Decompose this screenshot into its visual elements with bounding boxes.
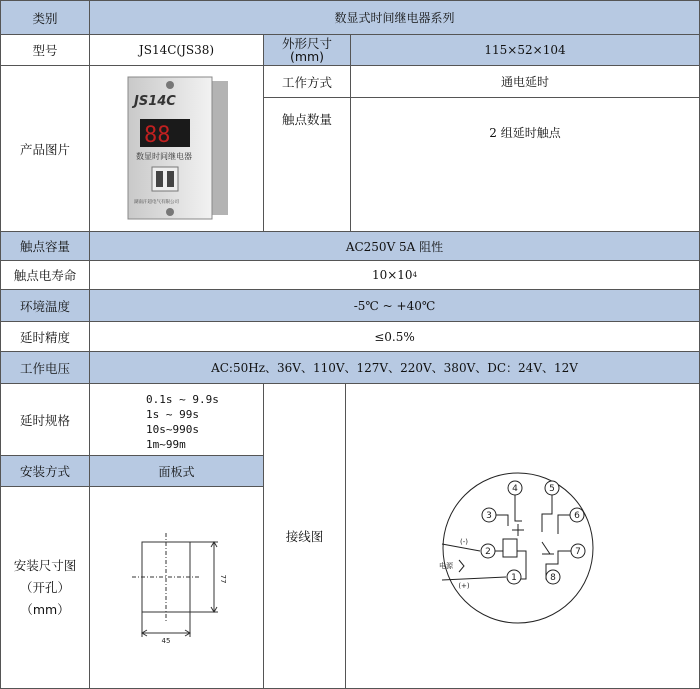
work-mode-label (263, 65, 351, 98)
dimension-label-text: 外形尺寸 (mm) (281, 36, 332, 64)
capacity-value (89, 231, 700, 261)
life-label (0, 260, 90, 290)
temp-value-text: -5℃ ~ +40℃ (353, 298, 436, 313)
coil-icon (503, 539, 517, 557)
power-source-label: 电源 (439, 562, 453, 570)
mount-label-text: 安装方式 (19, 464, 70, 479)
temp-value (89, 289, 700, 322)
delay-spec-list (146, 392, 219, 452)
svg-text:4: 4 (512, 484, 518, 494)
temp-label (0, 289, 90, 322)
cutout-drawing-cell (89, 486, 264, 689)
digit-readout: 88 (143, 122, 170, 148)
svg-text:6: 6 (574, 511, 580, 521)
mount-label (0, 455, 90, 487)
product-photo-cell (89, 65, 264, 232)
relay-side (210, 81, 228, 215)
voltage-label (0, 351, 90, 384)
category-value-text: 数显式时间继电器系列 (334, 11, 455, 25)
height-dimension: 77 (219, 574, 227, 584)
photo-label (0, 65, 90, 232)
wire-4 (515, 491, 522, 521)
wiring-label-text: 接线图 (285, 529, 324, 544)
delay-spec-item: 1m~99m (146, 438, 186, 451)
contact-b-icon (512, 524, 524, 536)
category-value (89, 0, 700, 35)
top-screw-icon (166, 81, 174, 89)
dial-right-icon (167, 171, 174, 187)
svg-text:3: 3 (486, 511, 492, 521)
delay-spec-item: 0.1s ~ 9.9s (146, 393, 219, 406)
delay-spec-item: 10s~990s (146, 423, 199, 436)
contacts-value (350, 97, 700, 232)
dial-switch (152, 167, 178, 191)
cutout-label (0, 486, 90, 689)
terminal-8 (546, 570, 560, 584)
life-value-base: 10×10 (371, 268, 413, 282)
wiring-label (263, 383, 346, 689)
wiring-diagram (346, 384, 699, 688)
contacts-value-text: 2 组延时触点 (489, 126, 561, 140)
voltage-value (89, 351, 700, 384)
dial-left-icon (156, 171, 163, 187)
model-label-text: 型号 (32, 43, 58, 58)
power-pos-label: (+) (458, 582, 470, 590)
power-lead-pos (442, 577, 506, 580)
contacts-label-text: 触点数量 (281, 112, 332, 127)
accuracy-value-text: ≤0.5% (374, 329, 415, 344)
wire-5 (542, 491, 552, 532)
accuracy-label-text: 延时精度 (19, 329, 70, 345)
accuracy-value (89, 321, 700, 352)
capacity-label (0, 231, 90, 261)
work-mode-label-text: 工作方式 (281, 74, 332, 90)
category-label (0, 0, 90, 35)
svg-text:5: 5 (549, 484, 555, 494)
terminal-3 (482, 508, 496, 522)
model-label (0, 34, 90, 66)
cutout-drawing (90, 487, 263, 688)
svg-text:1: 1 (511, 573, 517, 583)
work-mode-value-text: 通电延时 (500, 75, 549, 89)
delay-spec-label-text: 延时规格 (19, 412, 70, 428)
height-dim-lines (190, 542, 218, 612)
accuracy-label (0, 321, 90, 352)
life-value-exponent: 4 (412, 271, 418, 279)
cutout-label-text: 安装尺寸图 （开孔） （mm） (13, 557, 77, 617)
bottom-screw-icon (166, 208, 174, 216)
width-dimension: 45 (161, 637, 171, 645)
contact-a-icon (542, 542, 554, 554)
power-arrow-icon (459, 560, 464, 572)
temp-label-text: 环境温度 (19, 298, 70, 314)
relay-maker-text: 湖南汗超电气有限公司 (133, 199, 179, 205)
terminal-7 (571, 544, 585, 558)
terminal-1 (507, 570, 521, 584)
terminal-4 (508, 481, 522, 495)
work-mode-value (350, 65, 700, 98)
power-neg-label: (-) (460, 538, 468, 546)
contacts-label (263, 97, 351, 232)
voltage-label-text: 工作电压 (19, 360, 70, 376)
delay-spec-label (0, 383, 90, 456)
model-value-text: JS14C(JS38) (138, 43, 215, 57)
terminal-5 (545, 481, 559, 495)
mount-value (89, 455, 264, 487)
wiring-diagram-cell (345, 383, 700, 689)
dimension-label (263, 34, 351, 66)
svg-text:7: 7 (575, 547, 581, 557)
capacity-label-text: 触点容量 (19, 239, 70, 254)
terminal-2 (481, 544, 495, 558)
relay-panel-text: 数显时间继电器 (135, 151, 192, 161)
model-value (89, 34, 264, 66)
dimension-value (350, 34, 700, 66)
life-value (89, 260, 700, 290)
mount-value-text: 面板式 (158, 464, 195, 479)
relay-model-mark: JS14C (133, 93, 176, 109)
life-label-text: 触点电寿命 (13, 268, 77, 283)
dimension-value-text: 115×52×104 (484, 43, 566, 57)
photo-label-text: 产品图片 (19, 141, 70, 157)
voltage-value-text: AC:50Hz、36V、110V、127V、220V、380V、DC：24V、12V (211, 361, 578, 375)
category-label-text: 类别 (32, 10, 58, 26)
svg-text:2: 2 (485, 547, 491, 557)
capacity-value-text: AC250V 5A 阻性 (345, 239, 444, 254)
svg-text:8: 8 (550, 573, 556, 583)
product-photo (122, 75, 232, 223)
delay-spec-item: 1s ~ 99s (146, 408, 199, 421)
terminal-6 (570, 508, 584, 522)
